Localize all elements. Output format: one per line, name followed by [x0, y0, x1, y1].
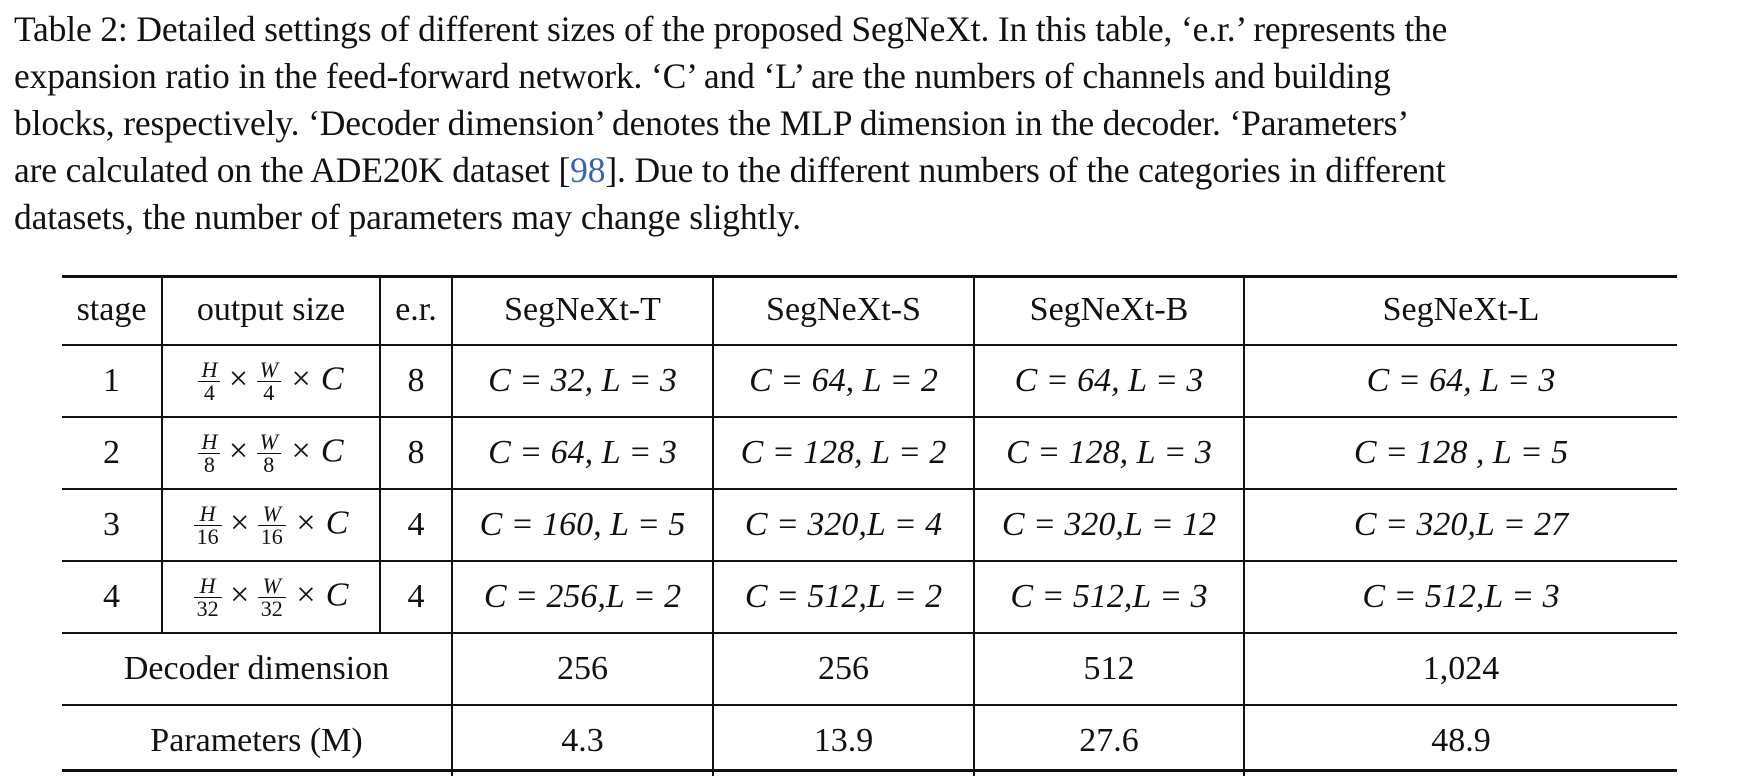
- width-fraction: $\frac{W}{32}$: [258, 575, 286, 620]
- params-l-cell: 48.9: [1244, 705, 1677, 776]
- width-fraction: $\frac{W}{8}$: [257, 431, 281, 476]
- table-row: [62, 489, 1677, 561]
- decoder-dimension-row: [62, 633, 1677, 705]
- citation-link[interactable]: 98: [570, 150, 606, 190]
- table-row: [62, 417, 1677, 489]
- segnext-b-cell: C = 128, L = 3: [974, 417, 1244, 489]
- header-segnext-b: SegNeXt-B: [974, 276, 1244, 345]
- segnext-t-cell: C = 64, L = 3: [452, 417, 713, 489]
- channel-term: × C: [289, 431, 344, 469]
- segnext-b-cell: C = 320,L = 12: [974, 489, 1244, 561]
- channel-term: × C: [294, 503, 349, 541]
- table-header-row: [62, 276, 1677, 345]
- height-fraction: $\frac{H}{16}$: [194, 503, 222, 548]
- stage-cell: 1: [62, 345, 162, 417]
- header-segnext-l: SegNeXt-L: [1244, 276, 1677, 345]
- caption-line-3: blocks, respectively. ‘Decoder dimension’ denotes the MLP dimension in the decoder. ‘Parameters’: [14, 103, 1409, 143]
- decoder-s-cell: 256: [713, 633, 974, 705]
- decoder-b-cell: 512: [974, 633, 1244, 705]
- caption-line-4-start: are calculated on the ADE20K dataset [: [14, 150, 571, 190]
- er-cell: 4: [380, 489, 452, 561]
- output-size-cell: $\frac{H}{8}$ × $\frac{W}{8}$ × C: [162, 417, 380, 489]
- height-fraction: $\frac{H}{8}$: [198, 431, 220, 476]
- segnext-t-cell: C = 160, L = 5: [452, 489, 713, 561]
- header-stage: stage: [76, 291, 147, 328]
- segnext-s-cell: C = 320,L = 4: [713, 489, 974, 561]
- parameters-row: [62, 705, 1677, 776]
- table-row: [62, 345, 1677, 417]
- width-fraction: $\frac{W}{4}$: [257, 359, 281, 404]
- height-fraction: $\frac{H}{4}$: [198, 359, 220, 404]
- output-size-cell: $\frac{H}{32}$ × $\frac{W}{32}$ × C: [162, 561, 380, 633]
- segnext-s-cell: C = 512,L = 2: [713, 561, 974, 633]
- decoder-t-cell: 256: [452, 633, 713, 705]
- segnext-s-cell: C = 64, L = 2: [713, 345, 974, 417]
- segnext-l-cell: C = 512,L = 3: [1244, 561, 1677, 633]
- er-cell: 8: [380, 345, 452, 417]
- stage-cell: 3: [62, 489, 162, 561]
- segnext-t-cell: C = 256,L = 2: [452, 561, 713, 633]
- parameters-label: Parameters (M): [62, 705, 452, 776]
- table-caption: [14, 6, 1734, 241]
- channel-term: × C: [294, 575, 349, 613]
- header-segnext-s: SegNeXt-S: [713, 276, 974, 345]
- segnext-b-cell: C = 64, L = 3: [974, 345, 1244, 417]
- decoder-dimension-label: Decoder dimension: [62, 633, 452, 705]
- params-t-cell: 4.3: [452, 705, 713, 776]
- segnext-l-cell: C = 128 , L = 5: [1244, 417, 1677, 489]
- segnext-l-cell: C = 64, L = 3: [1244, 345, 1677, 417]
- caption-line-1: Table 2: Detailed settings of different sizes of the proposed SegNeXt. In this table, ‘e.r.’ represents the: [14, 9, 1448, 49]
- decoder-l-cell: 1,024: [1244, 633, 1677, 705]
- caption-line-4: [14, 147, 1734, 194]
- segnext-s-cell: C = 128, L = 2: [713, 417, 974, 489]
- segnext-b-cell: C = 512,L = 3: [974, 561, 1244, 633]
- er-cell: 4: [380, 561, 452, 633]
- stage-cell: 4: [62, 561, 162, 633]
- segnext-l-cell: C = 320,L = 27: [1244, 489, 1677, 561]
- header-output-size: output size: [162, 276, 380, 345]
- header-segnext-t: SegNeXt-T: [452, 276, 713, 345]
- output-size-cell: $\frac{H}{16}$ × $\frac{W}{16}$ × C: [162, 489, 380, 561]
- settings-table: [62, 276, 1677, 776]
- output-size-cell: $\frac{H}{4}$ × $\frac{W}{4}$ × C: [162, 345, 380, 417]
- caption-line-2: expansion ratio in the feed-forward network. ‘C’ and ‘L’ are the numbers of channels and building: [14, 56, 1391, 96]
- header-er: e.r.: [380, 276, 452, 345]
- height-fraction: $\frac{H}{32}$: [194, 575, 222, 620]
- segnext-t-cell: C = 32, L = 3: [452, 345, 713, 417]
- channel-term: × C: [289, 359, 344, 397]
- width-fraction: $\frac{W}{16}$: [258, 503, 286, 548]
- params-b-cell: 27.6: [974, 705, 1244, 776]
- er-cell: 8: [380, 417, 452, 489]
- stage-cell: 2: [62, 417, 162, 489]
- params-s-cell: 13.9: [713, 705, 974, 776]
- caption-line-4-end: ]. Due to the different numbers of the categories in different: [605, 150, 1446, 190]
- caption-line-5: datasets, the number of parameters may change slightly.: [14, 197, 801, 237]
- table-row: [62, 561, 1677, 633]
